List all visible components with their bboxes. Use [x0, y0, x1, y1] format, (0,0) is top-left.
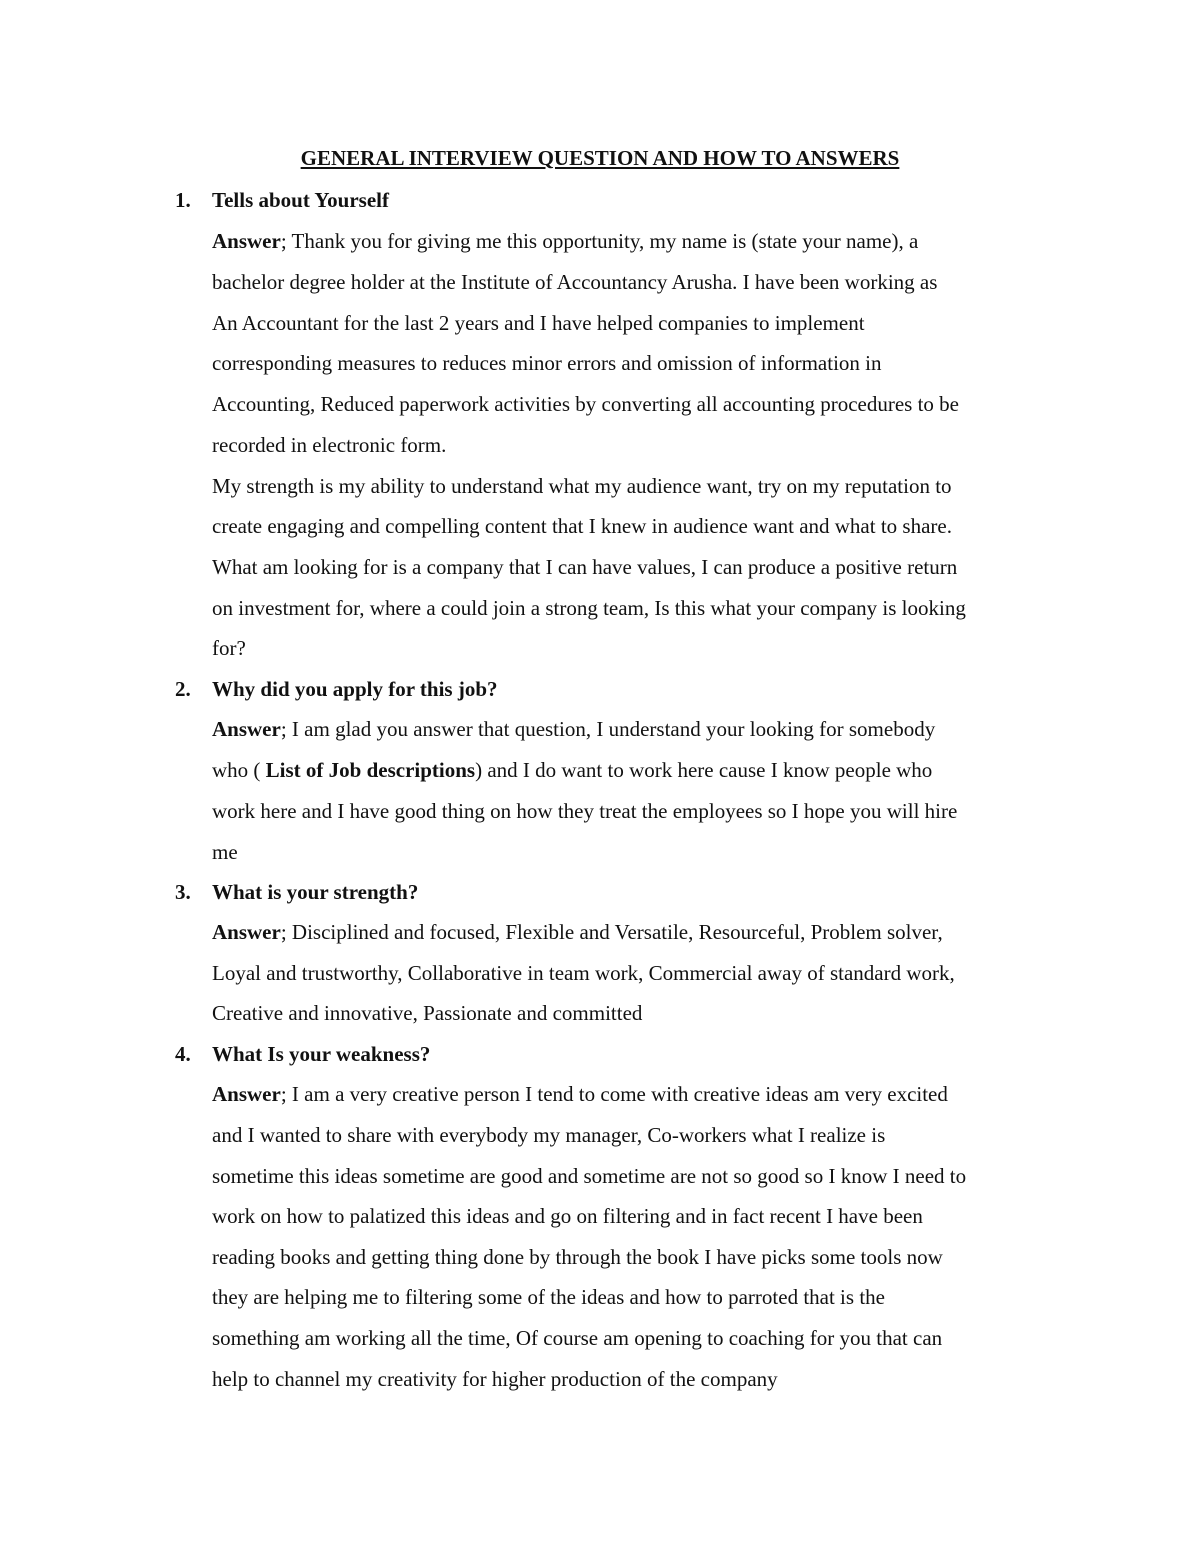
answer-label: Answer [212, 229, 281, 253]
answer-3-text-1: Disciplined and focused, Flexible and Versatile, Resourceful, Problem solver, [291, 920, 943, 944]
answer-4-line-7: something am working all the time, Of course am opening to coaching for you that can [212, 1326, 943, 1350]
answer-4-line-5: reading books and getting thing done by through the book I have picks some tools now [212, 1245, 943, 1269]
answer-4-line-2: and I wanted to share with everybody my manager, Co-workers what I realize is [212, 1123, 886, 1147]
answer-3-line-1 [212, 918, 943, 946]
answer-1-line-4: corresponding measures to reduces minor errors and omission of information in [212, 351, 882, 375]
answer-1-line-11: for? [212, 636, 246, 660]
answer-separator: ; [280, 1082, 292, 1106]
answer-1-line-9: What am looking for is a company that I can have values, I can produce a positive return [212, 555, 958, 579]
question-2-number: 2. [175, 677, 191, 701]
answer-3-line-3: Creative and innovative, Passionate and committed [212, 1001, 643, 1025]
question-3-text: What is your strength? [212, 880, 419, 904]
answer-label: Answer [212, 920, 281, 944]
job-descriptions-emphasis: List of Job descriptions [265, 758, 476, 782]
answer-2-line-1 [212, 715, 935, 743]
answer-2-text-1: I am glad you answer that question, I understand your looking for somebody [291, 717, 936, 741]
answer-1-line-10: on investment for, where a could join a strong team, Is this what your company is looking [212, 596, 966, 620]
answer-1-line-1 [212, 227, 918, 255]
question-1-number: 1. [175, 188, 191, 212]
answer-2-line-2-pre: who ( [212, 758, 266, 782]
answer-1-line-2: bachelor degree holder at the Institute of Accountancy Arusha. I have been working as [212, 270, 938, 294]
answer-1-line-3: An Accountant for the last 2 years and I have helped companies to implement [212, 311, 865, 335]
answer-2-line-3: work here and I have good thing on how they treat the employees so I hope you will hire [212, 799, 958, 823]
question-4-number: 4. [175, 1042, 191, 1066]
answer-4-line-4: work on how to palatized this ideas and go on filtering and in fact recent I have been [212, 1204, 923, 1228]
document-title: GENERAL INTERVIEW QUESTION AND HOW TO ANSWERS [300, 146, 900, 170]
answer-1-line-8: create engaging and compelling content that I knew in audience want and what to share. [212, 514, 952, 538]
answer-3-line-2: Loyal and trustworthy, Collaborative in team work, Commercial away of standard work, [212, 961, 955, 985]
answer-1-line-7: My strength is my ability to understand what my audience want, try on my reputation to [212, 474, 952, 498]
answer-4-line-1 [212, 1080, 948, 1108]
answer-separator: ; [280, 717, 292, 741]
question-3-number: 3. [175, 880, 191, 904]
answer-4-line-6: they are helping me to filtering some of the ideas and how to parroted that is the [212, 1285, 885, 1309]
answer-4-text-1: I am a very creative person I tend to come with creative ideas am very excited [291, 1082, 948, 1106]
answer-2-line-2 [212, 756, 932, 784]
answer-separator: ; [280, 229, 292, 253]
answer-4-line-3: sometime this ideas sometime are good and sometime are not so good so I know I need to [212, 1164, 967, 1188]
question-2-text: Why did you apply for this job? [212, 677, 498, 701]
answer-1-text-1: Thank you for giving me this opportunity, my name is (state your name), a [291, 229, 919, 253]
answer-label: Answer [212, 717, 281, 741]
answer-1-line-6: recorded in electronic form. [212, 433, 447, 457]
question-4-text: What Is your weakness? [212, 1042, 431, 1066]
answer-4-line-8: help to channel my creativity for higher production of the company [212, 1367, 778, 1391]
question-1-text: Tells about Yourself [212, 188, 389, 212]
answer-1-line-5: Accounting, Reduced paperwork activities by converting all accounting procedures to be [212, 392, 959, 416]
answer-separator: ; [280, 920, 292, 944]
answer-label: Answer [212, 1082, 281, 1106]
answer-2-line-2-post: ) and I do want to work here cause I know people who [475, 758, 933, 782]
answer-2-line-4: me [212, 840, 238, 864]
